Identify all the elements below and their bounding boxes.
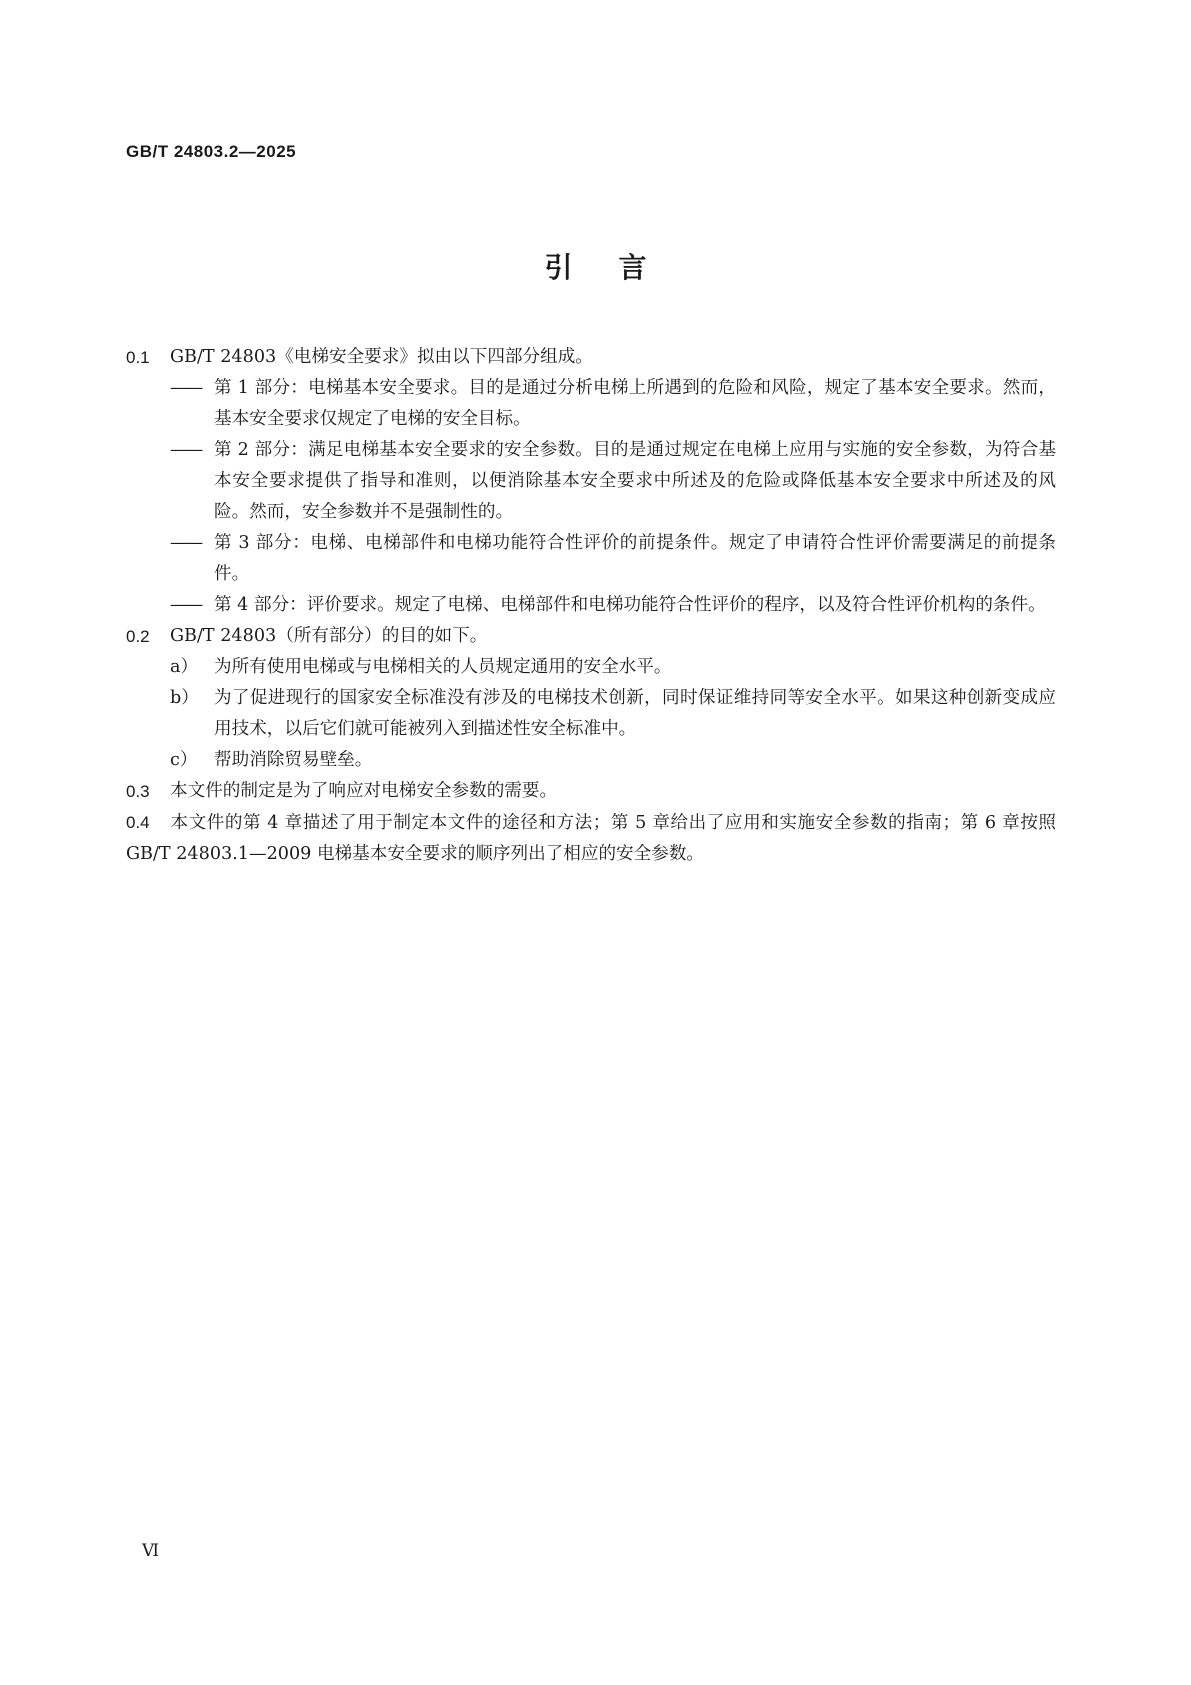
clause-0-4 xyxy=(126,807,1056,870)
list-marker: a） xyxy=(170,657,199,677)
list-item xyxy=(126,373,1056,435)
clause-text: 本文件的第 4 章描述了用于制定本文件的途径和方法；第 5 章给出了应用和实施安全参数的指南；第 6 章按照 GB/T 24803.1—2009 电梯基本安全要求的顺序列出了相应的安全参数。 xyxy=(126,813,1056,864)
list-item xyxy=(126,652,1056,683)
list-item-text: 帮助消除贸易壁垒。 xyxy=(214,750,373,770)
clause-text: GB/T 24803《电梯安全要求》拟由以下四部分组成。 xyxy=(170,347,593,367)
dash-marker: —— xyxy=(170,595,202,615)
page-number: Ⅵ xyxy=(142,1541,160,1561)
page-title: 引言 xyxy=(544,251,693,284)
document-body xyxy=(126,342,1056,870)
standard-id: GB/T 24803.2—2025 xyxy=(126,142,297,161)
list-item-text: 为所有使用电梯或与电梯相关的人员规定通用的安全水平。 xyxy=(214,657,672,677)
dash-marker: —— xyxy=(170,533,202,553)
list-marker: b） xyxy=(170,688,199,708)
list-item xyxy=(126,745,1056,776)
list-item xyxy=(126,590,1056,621)
list-item xyxy=(126,528,1056,590)
list-item-text: 第 1 部分：电梯基本安全要求。目的是通过分析电梯上所遇到的危险和风险，规定了基本安全要求。然而，基本安全要求仅规定了电梯的安全目标。 xyxy=(214,378,1056,429)
list-item xyxy=(126,435,1056,528)
list-item-text: 第 3 部分：电梯、电梯部件和电梯功能符合性评价的前提条件。规定了申请符合性评价需要满足的前提条件。 xyxy=(214,533,1056,584)
clause-text: 本文件的制定是为了响应对电梯安全参数的需要。 xyxy=(170,781,558,801)
list-item-text: 为了促进现行的国家安全标准没有涉及的电梯技术创新，同时保证维持同等安全水平。如果这种创新变成应用技术，以后它们就可能被列入到描述性安全标准中。 xyxy=(214,688,1056,739)
clause-number: 0.2 xyxy=(126,627,150,646)
clause-number: 0.4 xyxy=(126,813,150,832)
clause-number: 0.3 xyxy=(126,782,150,801)
list-item xyxy=(126,683,1056,745)
list-item-text: 第 4 部分：评价要求。规定了电梯、电梯部件和电梯功能符合性评价的程序，以及符合性评价机构的条件。 xyxy=(214,595,1046,615)
clause-0-1 xyxy=(126,342,1056,373)
clause-text: GB/T 24803（所有部分）的目的如下。 xyxy=(170,626,488,646)
clause-0-3 xyxy=(126,776,1056,807)
clause-number: 0.1 xyxy=(126,348,150,367)
clause-0-2 xyxy=(126,621,1056,652)
list-item-text: 第 2 部分：满足电梯基本安全要求的安全参数。目的是通过规定在电梯上应用与实施的安全参数，为符合基本安全要求提供了指导和准则，以便消除基本安全要求中所述及的危险或降低基本安全要求中所述及的风险。然而，安全参数并不是强制性的。 xyxy=(214,440,1056,522)
list-marker: c） xyxy=(170,750,198,770)
dash-marker: —— xyxy=(170,440,202,460)
dash-marker: —— xyxy=(170,378,202,398)
